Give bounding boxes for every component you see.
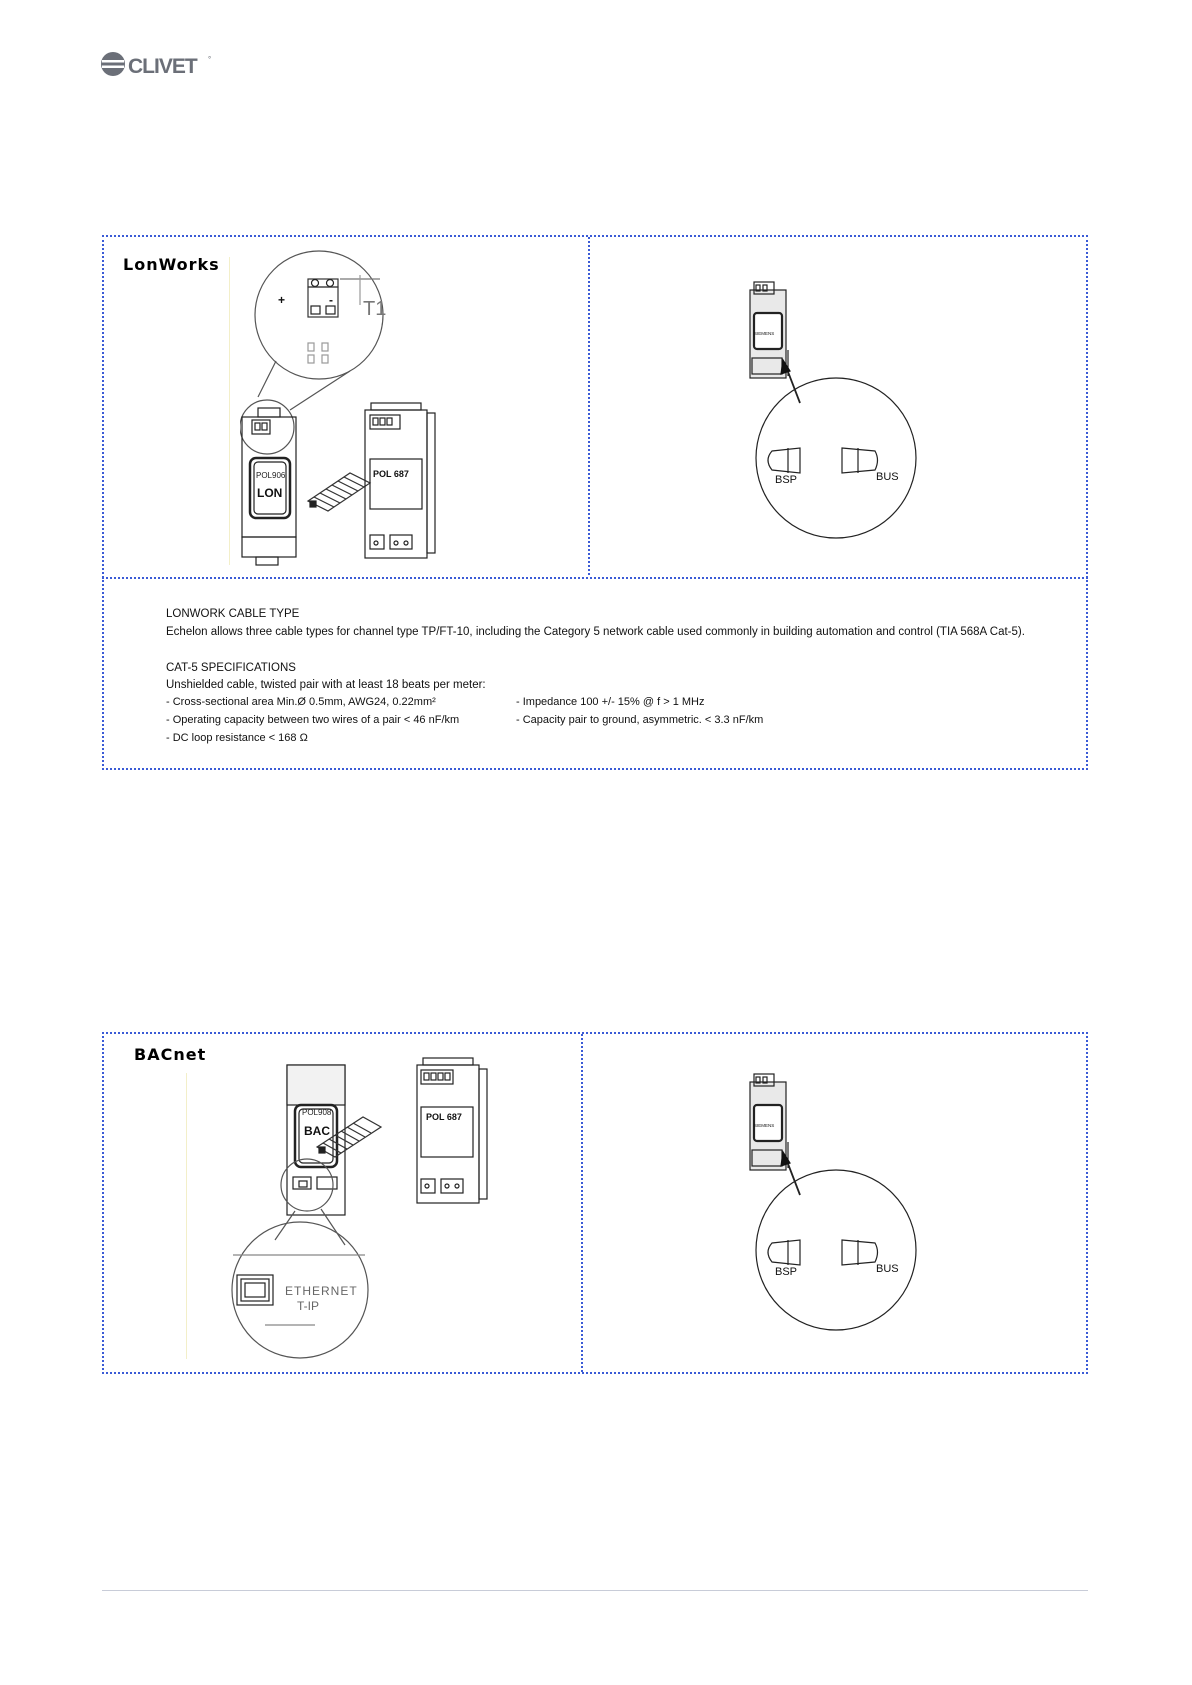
lonworks-bsp-bus-diagram: [740, 278, 930, 543]
lonworks-bsp-label: BSP: [775, 474, 798, 486]
clivet-logo-icon: [100, 50, 220, 80]
cable-type-description: Echelon allows three cable types for channel type TP/FT-10, including the Category 5 network cable used commonly in building automation and control (TIA 568A Cat-5).: [166, 626, 1025, 638]
bacnet-module-label: BAC: [304, 1124, 330, 1138]
bacnet-controller-label: POL 687: [426, 1112, 462, 1122]
bacnet-bsp-label: BSP: [775, 1266, 798, 1278]
terminal-t1-label: T1: [363, 298, 387, 320]
ethernet-tip-label: T-IP: [297, 1299, 320, 1313]
lonworks-module-label: LON: [257, 486, 283, 500]
bacnet-title: BACnet: [134, 1045, 207, 1064]
bacnet-module-model: POL908: [302, 1108, 332, 1117]
brand-mark: °: [208, 55, 212, 64]
lonworks-divider-horizontal: [102, 577, 1088, 579]
bacnet-bsp-bus-diagram: [740, 1070, 930, 1335]
lonworks-controller-label: POL 687: [373, 469, 409, 479]
lonworks-bus-label: BUS: [876, 471, 899, 483]
lonworks-module-model: POL906: [256, 471, 286, 480]
bacnet-guide-line: [186, 1073, 187, 1359]
brand-logo: [100, 50, 220, 80]
cat5-spec-heading: CAT-5 SPECIFICATIONS: [166, 662, 296, 674]
terminal-plus-label: +: [278, 293, 286, 307]
cat5-spec-intro: Unshielded cable, twisted pair with at least 18 beats per meter:: [166, 679, 486, 691]
bacnet-divider-vertical: [581, 1034, 583, 1372]
lonworks-title: LonWorks: [123, 255, 220, 274]
siemens-label: SIEMENS: [754, 331, 775, 336]
spec-right-1: - Impedance 100 +/- 15% @ f > 1 MHz: [516, 696, 705, 708]
spec-left-2: - Operating capacity between two wires of a pair < 46 nF/km: [166, 714, 460, 726]
lonworks-guide-line: [229, 257, 230, 565]
spec-right-2: - Capacity pair to ground, asymmetric. < 3.3 nF/km: [516, 714, 764, 726]
bacnet-module-diagram: [205, 1055, 495, 1360]
bacnet-siemens-label: SIEMENS: [754, 1123, 775, 1128]
lonworks-divider-vertical: [588, 237, 590, 575]
cable-type-heading: LONWORK CABLE TYPE: [166, 608, 300, 620]
brand-name: CLIVET: [128, 55, 197, 78]
lonworks-module-diagram: [240, 245, 455, 570]
ethernet-label: ETHERNET: [285, 1284, 358, 1298]
footer-divider: [102, 1590, 1088, 1591]
spec-left-1: - Cross-sectional area Min.Ø 0.5mm, AWG24, 0.22mm²: [166, 696, 436, 708]
bacnet-bus-label: BUS: [876, 1263, 899, 1275]
terminal-minus-label: -: [329, 293, 333, 307]
spec-left-3: - DC loop resistance < 168 Ω: [166, 732, 308, 744]
